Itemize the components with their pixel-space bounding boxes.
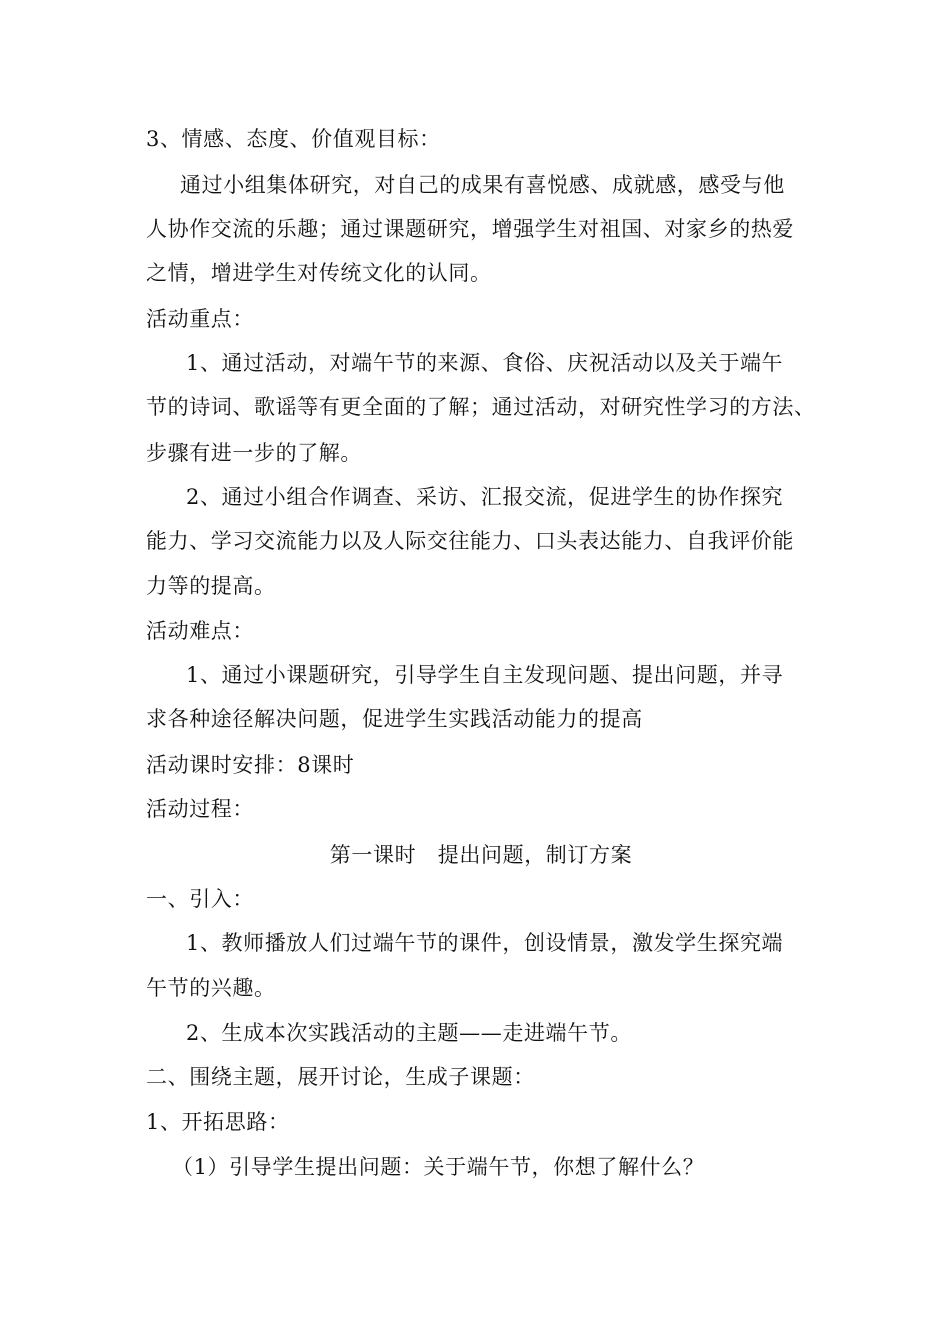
section-heading-key-points: 活动重点：: [146, 307, 254, 331]
paragraph-line: 通过小组集体研究，对自己的成果有喜悦感、成就感，感受与他: [180, 173, 785, 197]
paragraph-line: 人协作交流的乐趣；通过课题研究，增强学生对祖国、对家乡的热爱: [146, 217, 794, 241]
paragraph-line: 1、教师播放人们过端午节的课件，创设情景，激发学生探究端: [186, 931, 784, 955]
subheading-brainstorm: 1、开拓思路：: [146, 1110, 290, 1134]
paragraph-line: 能力、学习交流能力以及人际交往能力、口头表达能力、自我评价能: [146, 529, 794, 553]
paragraph-line: 2、通过小组合作调查、采访、汇报交流，促进学生的协作探究: [186, 485, 784, 509]
paragraph-line: 1、通过活动，对端午节的来源、食俗、庆祝活动以及关于端午: [186, 351, 784, 375]
paragraph-line: 步骤有进一步的了解。: [146, 441, 362, 465]
paragraph-line: （1）引导学生提出问题：关于端午节，你想了解什么？: [172, 1155, 705, 1179]
paragraph-line: 1、通过小课题研究，引导学生自主发现问题、提出问题，并寻: [186, 663, 784, 687]
section-heading-discussion: 二、围绕主题，展开讨论，生成子课题：: [146, 1065, 535, 1089]
paragraph-line: 节的诗词、歌谣等有更全面的了解；通过活动，对研究性学习的方法、: [146, 395, 816, 419]
lesson-title: 第一课时 提出问题，制订方案: [329, 843, 633, 867]
section-heading-intro: 一、引入：: [146, 887, 254, 911]
paragraph-line: 午节的兴趣。: [146, 976, 276, 1000]
section-heading-emotion-goals: 3、情感、态度、价值观目标：: [146, 127, 441, 151]
paragraph-line: 之情，增进学生对传统文化的认同。: [146, 261, 492, 285]
section-heading-difficulties: 活动难点：: [146, 619, 254, 643]
section-heading-schedule: 活动课时安排：8课时: [146, 753, 355, 777]
paragraph-line: 2、生成本次实践活动的主题——走进端午节。: [186, 1021, 632, 1045]
section-heading-process: 活动过程：: [146, 797, 254, 821]
paragraph-line: 力等的提高。: [146, 574, 276, 598]
paragraph-line: 求各种途径解决问题，促进学生实践活动能力的提高: [146, 707, 643, 731]
